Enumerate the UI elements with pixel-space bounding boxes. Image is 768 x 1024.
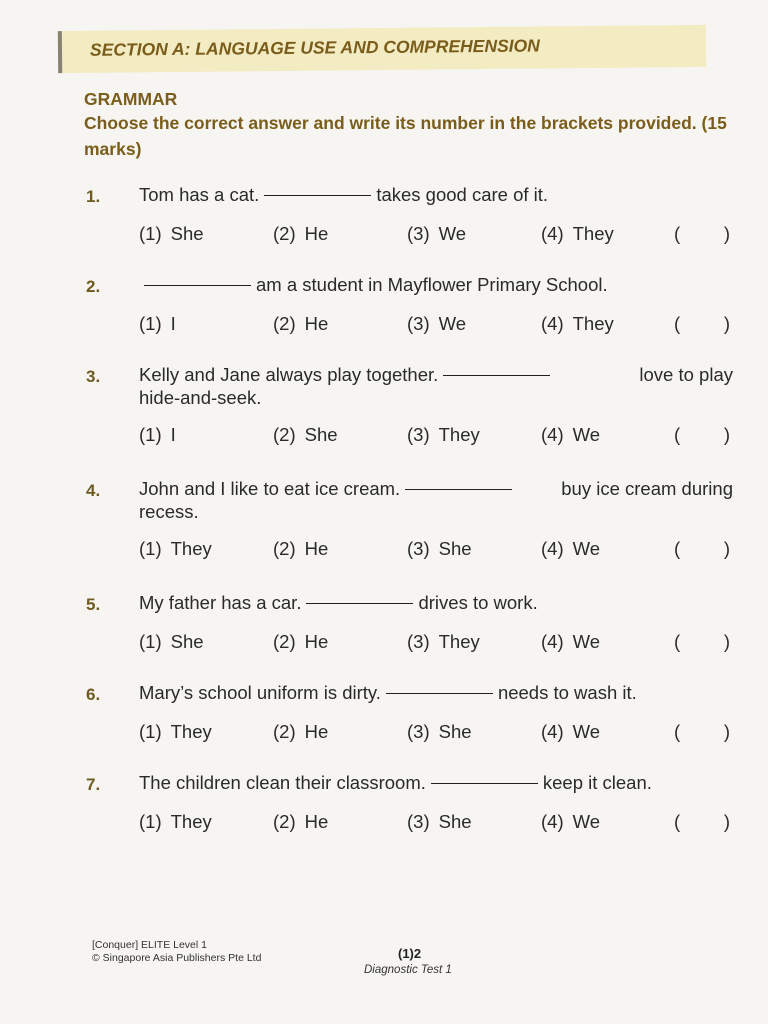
answer-blank xyxy=(443,374,550,376)
option-label: I xyxy=(170,313,176,334)
sentence-before: My father has a car. xyxy=(139,592,302,613)
sentence-continuation: recess. xyxy=(139,501,199,522)
section-banner xyxy=(58,25,706,73)
option-number: (1) xyxy=(139,424,162,445)
option-number: (3) xyxy=(407,313,430,334)
answer-brackets[interactable] xyxy=(674,721,730,743)
option-label: He xyxy=(304,811,329,832)
answer-blank xyxy=(306,602,413,604)
sentence-continuation: hide-and-seek. xyxy=(139,387,262,408)
bracket-open: ( xyxy=(674,223,681,244)
bracket-close: ) xyxy=(723,538,730,559)
answer-option xyxy=(139,811,212,833)
answer-blank xyxy=(405,488,512,490)
bracket-close: ) xyxy=(723,223,730,244)
test-name: Diagnostic Test 1 xyxy=(364,964,452,976)
option-label: We xyxy=(572,424,601,445)
question-sentence xyxy=(139,273,733,297)
option-number: (1) xyxy=(139,223,162,244)
question-number: 2. xyxy=(86,277,101,296)
bracket-close: ) xyxy=(723,424,730,445)
option-number: (3) xyxy=(407,631,430,652)
answer-option xyxy=(407,223,466,245)
answer-brackets[interactable] xyxy=(674,424,730,446)
answer-option xyxy=(139,721,212,743)
option-label: We xyxy=(438,223,467,244)
sentence-after: needs to wash it. xyxy=(497,682,637,703)
option-number: (4) xyxy=(541,538,564,559)
answer-option xyxy=(273,811,328,833)
sentence-after: am a student in Mayflower Primary School. xyxy=(256,274,608,295)
option-label: She xyxy=(170,223,204,244)
option-number: (2) xyxy=(273,631,296,652)
question-sentence xyxy=(139,591,733,615)
footer-series: [Conquer] ELITE Level 1 xyxy=(92,939,207,951)
answer-option xyxy=(139,313,176,335)
page-number: (1)2 xyxy=(398,946,422,961)
answer-option xyxy=(273,424,338,446)
bracket-open: ( xyxy=(674,631,681,652)
option-label: We xyxy=(572,538,601,559)
option-label: I xyxy=(170,424,176,445)
answer-option xyxy=(273,223,328,245)
sentence-after: love to play xyxy=(639,364,733,385)
sentence-before: Tom has a cat. xyxy=(139,184,260,205)
answer-option xyxy=(273,631,328,653)
answer-options xyxy=(139,223,739,247)
answer-brackets[interactable] xyxy=(674,811,730,833)
footer-copyright: © Singapore Asia Publishers Pte Ltd xyxy=(92,952,262,964)
option-number: (3) xyxy=(407,538,430,559)
option-number: (1) xyxy=(139,313,162,334)
answer-option xyxy=(273,721,328,743)
sentence-before: Kelly and Jane always play together. xyxy=(139,364,439,385)
option-number: (1) xyxy=(139,631,162,652)
bracket-open: ( xyxy=(674,313,681,334)
answer-option xyxy=(139,631,204,653)
answer-blank xyxy=(386,692,493,694)
answer-options xyxy=(139,811,739,835)
bracket-open: ( xyxy=(674,721,681,742)
sentence-after: drives to work. xyxy=(418,592,538,613)
option-number: (2) xyxy=(273,223,296,244)
bracket-close: ) xyxy=(723,721,730,742)
question-sentence xyxy=(139,477,733,501)
answer-option xyxy=(541,223,614,245)
grammar-instruction: Choose the correct answer and write its number in the brackets provided. (15 marks) xyxy=(84,113,727,159)
option-label: He xyxy=(304,538,329,559)
option-number: (3) xyxy=(407,424,430,445)
option-label: She xyxy=(170,631,204,652)
option-number: (4) xyxy=(541,811,564,832)
option-label: We xyxy=(438,313,467,334)
answer-option xyxy=(541,631,600,653)
question-sentence xyxy=(139,183,733,207)
question-number: 3. xyxy=(86,367,101,386)
option-label: They xyxy=(438,424,480,445)
option-number: (4) xyxy=(541,631,564,652)
option-number: (4) xyxy=(541,223,564,244)
answer-option xyxy=(139,538,212,560)
answer-options xyxy=(139,313,739,337)
option-number: (1) xyxy=(139,811,162,832)
option-label: She xyxy=(438,721,472,742)
answer-options xyxy=(139,631,739,655)
answer-options xyxy=(139,538,739,562)
answer-brackets[interactable] xyxy=(674,313,730,335)
bracket-open: ( xyxy=(674,424,681,445)
answer-option xyxy=(541,424,600,446)
option-number: (2) xyxy=(273,811,296,832)
sentence-before: Mary’s school uniform is dirty. xyxy=(139,682,381,703)
option-label: She xyxy=(304,424,338,445)
option-label: He xyxy=(304,223,329,244)
answer-options xyxy=(139,424,739,448)
answer-blank xyxy=(431,782,538,784)
answer-options xyxy=(139,721,739,745)
answer-option xyxy=(541,313,614,335)
answer-option xyxy=(139,223,204,245)
option-label: They xyxy=(170,538,212,559)
option-label: They xyxy=(572,313,614,334)
option-label: He xyxy=(304,721,329,742)
option-label: They xyxy=(170,721,212,742)
bracket-close: ) xyxy=(723,631,730,652)
option-number: (2) xyxy=(273,313,296,334)
option-number: (3) xyxy=(407,811,430,832)
answer-option xyxy=(273,313,328,335)
bracket-open: ( xyxy=(674,811,681,832)
bracket-close: ) xyxy=(723,811,730,832)
answer-option xyxy=(541,811,600,833)
question-number: 4. xyxy=(86,481,101,500)
footer-credits xyxy=(92,939,261,965)
option-number: (2) xyxy=(273,538,296,559)
answer-option xyxy=(407,313,466,335)
grammar-heading: GRAMMAR xyxy=(84,89,178,109)
question-number: 7. xyxy=(86,775,101,794)
answer-option xyxy=(407,811,472,833)
option-label: She xyxy=(438,811,472,832)
answer-option xyxy=(407,631,480,653)
bracket-open: ( xyxy=(674,538,681,559)
option-number: (4) xyxy=(541,313,564,334)
option-number: (1) xyxy=(139,721,162,742)
option-number: (3) xyxy=(407,223,430,244)
option-label: They xyxy=(438,631,480,652)
option-label: He xyxy=(304,631,329,652)
answer-option xyxy=(273,538,328,560)
sentence-before: The children clean their classroom. xyxy=(139,772,426,793)
answer-option xyxy=(541,721,600,743)
bracket-close: ) xyxy=(723,313,730,334)
answer-brackets[interactable] xyxy=(674,538,730,560)
question-number: 1. xyxy=(86,187,101,206)
option-number: (2) xyxy=(273,721,296,742)
answer-option xyxy=(407,424,480,446)
option-number: (1) xyxy=(139,538,162,559)
answer-option xyxy=(407,721,472,743)
option-label: He xyxy=(304,313,329,334)
option-number: (3) xyxy=(407,721,430,742)
question-sentence xyxy=(139,363,733,387)
option-label: We xyxy=(572,811,601,832)
question-number: 6. xyxy=(86,685,101,704)
question-sentence xyxy=(139,681,733,705)
option-number: (4) xyxy=(541,721,564,742)
answer-brackets[interactable] xyxy=(674,223,730,245)
option-label: They xyxy=(572,223,614,244)
section-title: SECTION A: LANGUAGE USE AND COMPREHENSION xyxy=(89,35,540,60)
question-number: 5. xyxy=(86,595,101,614)
option-label: We xyxy=(572,721,601,742)
option-number: (2) xyxy=(273,424,296,445)
sentence-after: buy ice cream during xyxy=(561,478,733,499)
answer-brackets[interactable] xyxy=(674,631,730,653)
question-sentence xyxy=(139,771,733,795)
option-label: They xyxy=(170,811,212,832)
answer-blank xyxy=(144,284,251,286)
answer-blank xyxy=(264,194,371,196)
option-label: We xyxy=(572,631,601,652)
answer-option xyxy=(541,538,600,560)
option-number: (4) xyxy=(541,424,564,445)
sentence-after: keep it clean. xyxy=(542,772,652,793)
sentence-before: John and I like to eat ice cream. xyxy=(139,478,401,499)
answer-option xyxy=(407,538,472,560)
sentence-after: takes good care of it. xyxy=(376,184,549,205)
answer-option xyxy=(139,424,176,446)
option-label: She xyxy=(438,538,472,559)
